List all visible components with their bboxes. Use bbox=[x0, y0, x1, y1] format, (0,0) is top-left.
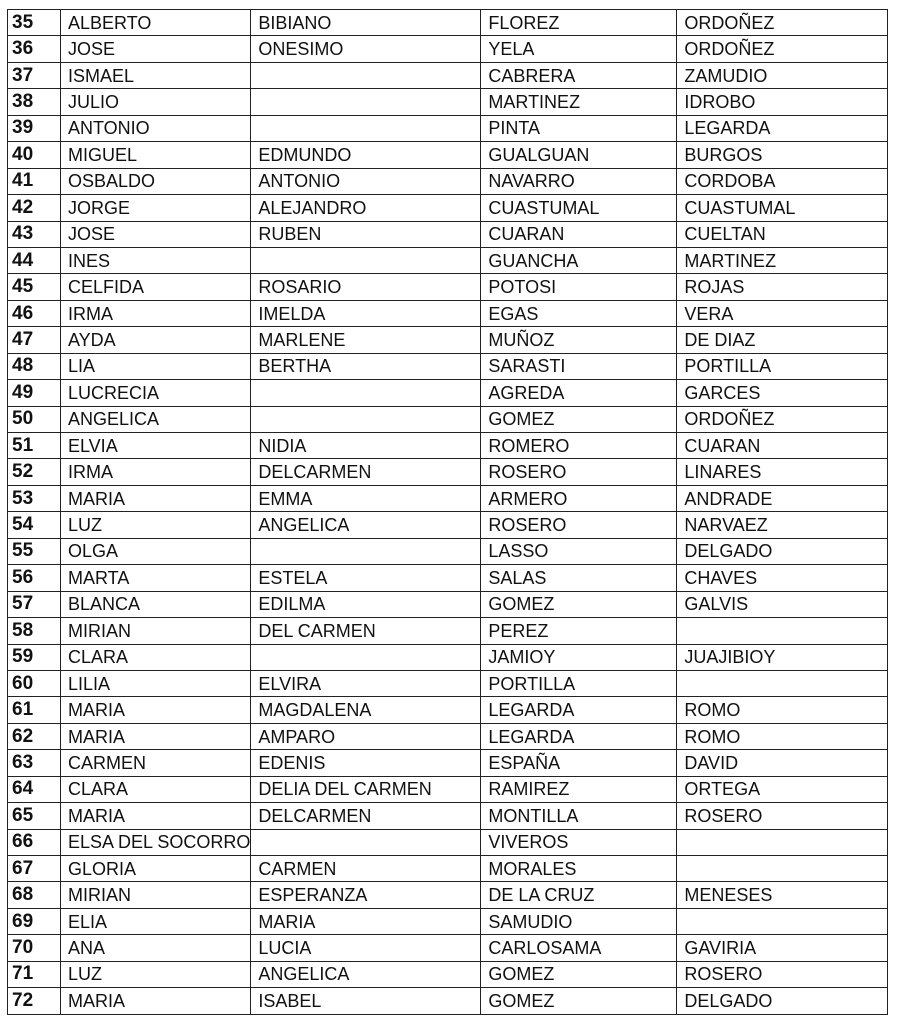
second-name-cell bbox=[251, 406, 481, 432]
first-surname-cell: MORALES bbox=[481, 856, 677, 882]
table-row bbox=[8, 36, 888, 62]
second-surname-cell: ORTEGA bbox=[677, 776, 888, 802]
table-row bbox=[8, 353, 888, 379]
first-surname-cell: MUÑOZ bbox=[481, 327, 677, 353]
second-surname-cell: DAVID bbox=[677, 750, 888, 776]
first-name-cell: ISMAEL bbox=[61, 62, 251, 88]
second-name-cell: EMMA bbox=[251, 485, 481, 511]
second-name-cell: DEL CARMEN bbox=[251, 618, 481, 644]
second-name-cell: DELCARMEN bbox=[251, 803, 481, 829]
first-name-cell: LIA bbox=[61, 353, 251, 379]
table-row bbox=[8, 618, 888, 644]
second-name-cell: MAGDALENA bbox=[251, 697, 481, 723]
first-name-cell: MARIA bbox=[61, 803, 251, 829]
first-surname-cell: CUARAN bbox=[481, 221, 677, 247]
first-name-cell: BLANCA bbox=[61, 591, 251, 617]
second-surname-cell: DE DIAZ bbox=[677, 327, 888, 353]
first-name-cell: MARIA bbox=[61, 485, 251, 511]
second-surname-cell: GALVIS bbox=[677, 591, 888, 617]
second-surname-cell: ROMO bbox=[677, 697, 888, 723]
table-row bbox=[8, 221, 888, 247]
row-number: 54 bbox=[8, 512, 61, 538]
second-name-cell: ANGELICA bbox=[251, 961, 481, 987]
table-row bbox=[8, 247, 888, 273]
second-name-cell: LUCIA bbox=[251, 935, 481, 961]
row-number: 62 bbox=[8, 723, 61, 749]
row-number: 66 bbox=[8, 829, 61, 855]
first-name-cell: CLARA bbox=[61, 776, 251, 802]
row-number: 39 bbox=[8, 115, 61, 141]
second-name-cell: EDMUNDO bbox=[251, 142, 481, 168]
second-surname-cell bbox=[677, 856, 888, 882]
row-number: 45 bbox=[8, 274, 61, 300]
first-name-cell: ELSA DEL SOCORRO bbox=[61, 829, 251, 855]
second-surname-cell bbox=[677, 829, 888, 855]
second-surname-cell: ROMO bbox=[677, 723, 888, 749]
first-name-cell: CELFIDA bbox=[61, 274, 251, 300]
second-surname-cell: CORDOBA bbox=[677, 168, 888, 194]
table-row bbox=[8, 935, 888, 961]
first-name-cell: ALBERTO bbox=[61, 10, 251, 36]
first-name-cell: INES bbox=[61, 247, 251, 273]
first-name-cell: JOSE bbox=[61, 36, 251, 62]
second-surname-cell: ORDOÑEZ bbox=[677, 36, 888, 62]
first-surname-cell: POTOSI bbox=[481, 274, 677, 300]
second-surname-cell: VERA bbox=[677, 300, 888, 326]
second-surname-cell: JUAJIBIOY bbox=[677, 644, 888, 670]
second-name-cell: EDILMA bbox=[251, 591, 481, 617]
table-row bbox=[8, 961, 888, 987]
second-name-cell: EDENIS bbox=[251, 750, 481, 776]
second-name-cell: DELIA DEL CARMEN bbox=[251, 776, 481, 802]
table-row bbox=[8, 406, 888, 432]
second-surname-cell: DELGADO bbox=[677, 538, 888, 564]
row-number: 57 bbox=[8, 591, 61, 617]
row-number: 70 bbox=[8, 935, 61, 961]
names-table-body bbox=[8, 10, 888, 1015]
first-name-cell: JULIO bbox=[61, 89, 251, 115]
second-surname-cell: CUASTUMAL bbox=[677, 195, 888, 221]
second-name-cell: RUBEN bbox=[251, 221, 481, 247]
table-row bbox=[8, 670, 888, 696]
table-row bbox=[8, 274, 888, 300]
first-surname-cell: CABRERA bbox=[481, 62, 677, 88]
first-surname-cell: GOMEZ bbox=[481, 591, 677, 617]
first-surname-cell: RAMIREZ bbox=[481, 776, 677, 802]
second-surname-cell: ORDOÑEZ bbox=[677, 406, 888, 432]
first-name-cell: LILIA bbox=[61, 670, 251, 696]
row-number: 41 bbox=[8, 168, 61, 194]
first-surname-cell: GUALGUAN bbox=[481, 142, 677, 168]
second-surname-cell: ORDOÑEZ bbox=[677, 10, 888, 36]
second-surname-cell: GARCES bbox=[677, 380, 888, 406]
second-name-cell bbox=[251, 115, 481, 141]
table-row bbox=[8, 697, 888, 723]
row-number: 59 bbox=[8, 644, 61, 670]
table-row bbox=[8, 565, 888, 591]
first-surname-cell: JAMIOY bbox=[481, 644, 677, 670]
first-name-cell: MIRIAN bbox=[61, 618, 251, 644]
second-surname-cell: PORTILLA bbox=[677, 353, 888, 379]
row-number: 67 bbox=[8, 856, 61, 882]
second-name-cell: ELVIRA bbox=[251, 670, 481, 696]
row-number: 58 bbox=[8, 618, 61, 644]
table-row bbox=[8, 750, 888, 776]
second-surname-cell: ZAMUDIO bbox=[677, 62, 888, 88]
row-number: 69 bbox=[8, 908, 61, 934]
first-surname-cell: CARLOSAMA bbox=[481, 935, 677, 961]
first-name-cell: CARMEN bbox=[61, 750, 251, 776]
second-name-cell: ALEJANDRO bbox=[251, 195, 481, 221]
second-name-cell bbox=[251, 829, 481, 855]
first-surname-cell: MARTINEZ bbox=[481, 89, 677, 115]
row-number: 50 bbox=[8, 406, 61, 432]
second-name-cell: ANGELICA bbox=[251, 512, 481, 538]
table-row bbox=[8, 776, 888, 802]
first-name-cell: ELVIA bbox=[61, 433, 251, 459]
table-row bbox=[8, 512, 888, 538]
second-surname-cell: LEGARDA bbox=[677, 115, 888, 141]
second-surname-cell: DELGADO bbox=[677, 988, 888, 1014]
second-surname-cell: ANDRADE bbox=[677, 485, 888, 511]
first-surname-cell: EGAS bbox=[481, 300, 677, 326]
first-surname-cell: ARMERO bbox=[481, 485, 677, 511]
row-number: 36 bbox=[8, 36, 61, 62]
first-surname-cell: PORTILLA bbox=[481, 670, 677, 696]
first-name-cell: MARIA bbox=[61, 988, 251, 1014]
first-name-cell: OSBALDO bbox=[61, 168, 251, 194]
first-name-cell: ELIA bbox=[61, 908, 251, 934]
second-name-cell: NIDIA bbox=[251, 433, 481, 459]
second-surname-cell bbox=[677, 618, 888, 644]
first-name-cell: LUCRECIA bbox=[61, 380, 251, 406]
row-number: 47 bbox=[8, 327, 61, 353]
first-surname-cell: LEGARDA bbox=[481, 697, 677, 723]
first-surname-cell: ESPAÑA bbox=[481, 750, 677, 776]
row-number: 63 bbox=[8, 750, 61, 776]
row-number: 56 bbox=[8, 565, 61, 591]
table-row bbox=[8, 538, 888, 564]
second-name-cell: BIBIANO bbox=[251, 10, 481, 36]
second-surname-cell: ROSERO bbox=[677, 803, 888, 829]
first-surname-cell: GOMEZ bbox=[481, 961, 677, 987]
first-surname-cell: LEGARDA bbox=[481, 723, 677, 749]
first-surname-cell: GUANCHA bbox=[481, 247, 677, 273]
table-row bbox=[8, 62, 888, 88]
table-row bbox=[8, 644, 888, 670]
table-row bbox=[8, 195, 888, 221]
first-name-cell: LUZ bbox=[61, 961, 251, 987]
first-surname-cell: GOMEZ bbox=[481, 406, 677, 432]
names-table bbox=[7, 9, 888, 1015]
row-number: 49 bbox=[8, 380, 61, 406]
first-surname-cell: MONTILLA bbox=[481, 803, 677, 829]
row-number: 68 bbox=[8, 882, 61, 908]
first-name-cell: MARIA bbox=[61, 697, 251, 723]
first-name-cell: LUZ bbox=[61, 512, 251, 538]
second-surname-cell: CHAVES bbox=[677, 565, 888, 591]
first-surname-cell: LASSO bbox=[481, 538, 677, 564]
first-surname-cell: SARASTI bbox=[481, 353, 677, 379]
second-name-cell: CARMEN bbox=[251, 856, 481, 882]
row-number: 42 bbox=[8, 195, 61, 221]
second-surname-cell: ROJAS bbox=[677, 274, 888, 300]
first-name-cell: ANGELICA bbox=[61, 406, 251, 432]
row-number: 40 bbox=[8, 142, 61, 168]
first-name-cell: MIGUEL bbox=[61, 142, 251, 168]
first-surname-cell: AGREDA bbox=[481, 380, 677, 406]
first-name-cell: MARTA bbox=[61, 565, 251, 591]
second-surname-cell: ROSERO bbox=[677, 961, 888, 987]
row-number: 64 bbox=[8, 776, 61, 802]
second-name-cell: BERTHA bbox=[251, 353, 481, 379]
row-number: 65 bbox=[8, 803, 61, 829]
row-number: 71 bbox=[8, 961, 61, 987]
second-name-cell bbox=[251, 380, 481, 406]
second-surname-cell bbox=[677, 908, 888, 934]
second-name-cell: ESTELA bbox=[251, 565, 481, 591]
second-surname-cell: GAVIRIA bbox=[677, 935, 888, 961]
first-surname-cell: DE LA CRUZ bbox=[481, 882, 677, 908]
row-number: 55 bbox=[8, 538, 61, 564]
second-name-cell: MARLENE bbox=[251, 327, 481, 353]
first-name-cell: IRMA bbox=[61, 300, 251, 326]
first-surname-cell: SALAS bbox=[481, 565, 677, 591]
first-name-cell: JOSE bbox=[61, 221, 251, 247]
table-row bbox=[8, 10, 888, 36]
table-row bbox=[8, 89, 888, 115]
table-row bbox=[8, 988, 888, 1014]
first-name-cell: AYDA bbox=[61, 327, 251, 353]
row-number: 61 bbox=[8, 697, 61, 723]
table-row bbox=[8, 168, 888, 194]
row-number: 53 bbox=[8, 485, 61, 511]
row-number: 35 bbox=[8, 10, 61, 36]
first-name-cell: GLORIA bbox=[61, 856, 251, 882]
second-surname-cell: NARVAEZ bbox=[677, 512, 888, 538]
second-name-cell: AMPARO bbox=[251, 723, 481, 749]
table-row bbox=[8, 829, 888, 855]
first-name-cell: ANTONIO bbox=[61, 115, 251, 141]
first-surname-cell: PEREZ bbox=[481, 618, 677, 644]
row-number: 72 bbox=[8, 988, 61, 1014]
row-number: 46 bbox=[8, 300, 61, 326]
first-surname-cell: NAVARRO bbox=[481, 168, 677, 194]
table-row bbox=[8, 908, 888, 934]
second-surname-cell: BURGOS bbox=[677, 142, 888, 168]
first-name-cell: JORGE bbox=[61, 195, 251, 221]
second-name-cell: IMELDA bbox=[251, 300, 481, 326]
table-row bbox=[8, 433, 888, 459]
first-name-cell: OLGA bbox=[61, 538, 251, 564]
second-surname-cell: MENESES bbox=[677, 882, 888, 908]
table-row bbox=[8, 115, 888, 141]
second-name-cell: ANTONIO bbox=[251, 168, 481, 194]
second-name-cell bbox=[251, 62, 481, 88]
row-number: 44 bbox=[8, 247, 61, 273]
second-name-cell bbox=[251, 538, 481, 564]
table-row bbox=[8, 459, 888, 485]
first-surname-cell: ROSERO bbox=[481, 459, 677, 485]
second-name-cell: ONESIMO bbox=[251, 36, 481, 62]
first-surname-cell: PINTA bbox=[481, 115, 677, 141]
row-number: 51 bbox=[8, 433, 61, 459]
second-name-cell: ESPERANZA bbox=[251, 882, 481, 908]
second-surname-cell: MARTINEZ bbox=[677, 247, 888, 273]
first-name-cell: CLARA bbox=[61, 644, 251, 670]
table-row bbox=[8, 485, 888, 511]
first-surname-cell: CUASTUMAL bbox=[481, 195, 677, 221]
table-row bbox=[8, 300, 888, 326]
second-name-cell: ISABEL bbox=[251, 988, 481, 1014]
first-surname-cell: ROMERO bbox=[481, 433, 677, 459]
second-surname-cell: CUELTAN bbox=[677, 221, 888, 247]
second-name-cell: DELCARMEN bbox=[251, 459, 481, 485]
second-name-cell bbox=[251, 89, 481, 115]
first-name-cell: MARIA bbox=[61, 723, 251, 749]
row-number: 60 bbox=[8, 670, 61, 696]
first-surname-cell: ROSERO bbox=[481, 512, 677, 538]
table-row bbox=[8, 380, 888, 406]
table-row bbox=[8, 723, 888, 749]
row-number: 52 bbox=[8, 459, 61, 485]
first-name-cell: MIRIAN bbox=[61, 882, 251, 908]
table-row bbox=[8, 591, 888, 617]
table-row bbox=[8, 882, 888, 908]
table-row bbox=[8, 327, 888, 353]
table-row bbox=[8, 142, 888, 168]
second-surname-cell: CUARAN bbox=[677, 433, 888, 459]
first-surname-cell: YELA bbox=[481, 36, 677, 62]
row-number: 48 bbox=[8, 353, 61, 379]
second-name-cell bbox=[251, 644, 481, 670]
table-row bbox=[8, 856, 888, 882]
row-number: 43 bbox=[8, 221, 61, 247]
second-surname-cell bbox=[677, 670, 888, 696]
second-name-cell: MARIA bbox=[251, 908, 481, 934]
second-name-cell bbox=[251, 247, 481, 273]
first-name-cell: ANA bbox=[61, 935, 251, 961]
first-name-cell: IRMA bbox=[61, 459, 251, 485]
table-row bbox=[8, 803, 888, 829]
second-name-cell: ROSARIO bbox=[251, 274, 481, 300]
first-surname-cell: VIVEROS bbox=[481, 829, 677, 855]
row-number: 38 bbox=[8, 89, 61, 115]
second-surname-cell: IDROBO bbox=[677, 89, 888, 115]
first-surname-cell: GOMEZ bbox=[481, 988, 677, 1014]
first-surname-cell: FLOREZ bbox=[481, 10, 677, 36]
row-number: 37 bbox=[8, 62, 61, 88]
second-surname-cell: LINARES bbox=[677, 459, 888, 485]
first-surname-cell: SAMUDIO bbox=[481, 908, 677, 934]
